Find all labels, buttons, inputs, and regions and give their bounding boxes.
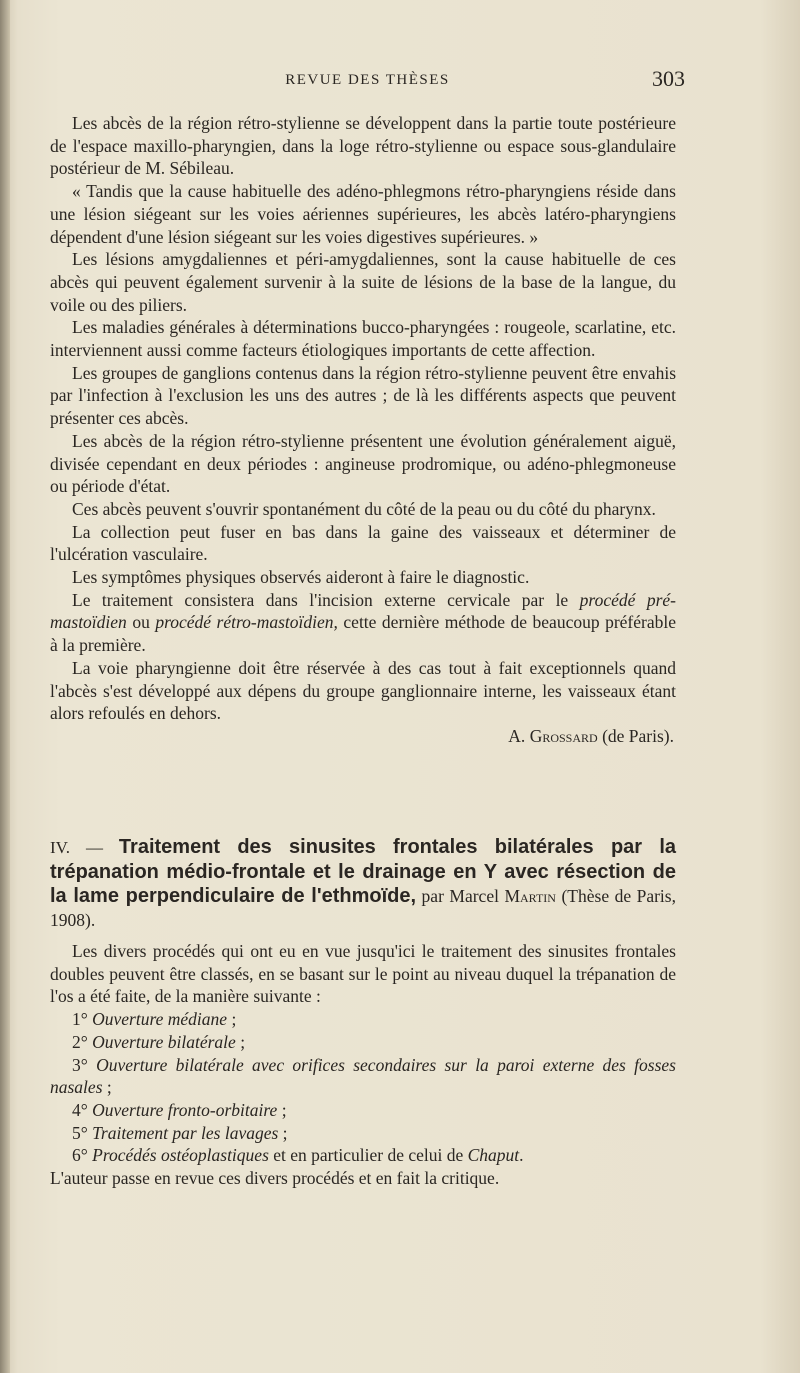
paragraph: Les groupes de ganglions contenus dans la région rétro-stylienne peuvent être envahis par l'infection à l'exclusion les uns des autres ; de là les différents aspects que peuvent présenter ces abcès. xyxy=(50,362,676,429)
paragraph: « Tandis que la cause habituelle des adéno-phlegmons rétro-pharyngiens réside dans une lésion siégeant sur les voies aériennes supérieures, les abcès latéro-pharyngiens dépendent d'une lésion siégeant sur les voies digestives supérieures. » xyxy=(50,181,676,247)
section-heading xyxy=(50,835,676,932)
book-spine-shadow xyxy=(0,0,10,1373)
section-title: Traitement des sinusites frontales bilatérales par la trépanation médio-frontale et le drainage en Y avec résection de la lame perpendiculaire de l'ethmoïde, xyxy=(50,836,677,907)
treatment-text-before: Le traitement consistera dans l'incision externe cervicale par le xyxy=(72,589,580,610)
list-item-text: Traitement par les lavages xyxy=(92,1122,279,1143)
list-item-tail: ; xyxy=(102,1077,112,1098)
paragraph: Les maladies générales à déterminations bucco-pharyngées : rougeole, scarlatine, etc. interviennent aussi comme facteurs étiologiques importants de cette affection. xyxy=(50,317,676,361)
paragraph: Ces abcès peuvent s'ouvrir spontanément du côté de la peau ou du côté du pharynx. xyxy=(72,498,656,519)
list-item xyxy=(50,1122,676,1145)
method-retro-mastoid: procédé rétro-mastoïdien, xyxy=(155,612,338,633)
paragraph: Les lésions amygdaliennes et péri-amygdaliennes, sont la cause habituelle de ces abcès qui peuvent également survenir à la suite de lésions de la base de la langue, du voile ou des piliers. xyxy=(50,249,676,315)
section-author-name: Martin xyxy=(504,886,556,906)
list-item xyxy=(50,1031,676,1054)
section-number: IV. — xyxy=(50,838,119,857)
list-item-name: Chaput xyxy=(467,1145,520,1166)
list-item-text: Ouverture bilatérale xyxy=(92,1031,236,1052)
list-item-tail: ; xyxy=(227,1009,237,1030)
signature-initial: A. xyxy=(508,725,530,746)
list-item-number: 1° xyxy=(72,1009,88,1030)
paragraph: La collection peut fuser en bas dans la gaine des vaisseaux et déterminer de l'ulcération vasculaire. xyxy=(50,521,676,565)
list-item xyxy=(50,1099,676,1122)
list-item xyxy=(50,1054,676,1099)
signature-name: Grossard xyxy=(529,725,598,746)
list-item-number: 6° xyxy=(72,1145,88,1166)
paragraph: Les symptômes physiques observés aideront à faire le diagnostic. xyxy=(72,567,530,588)
list-item xyxy=(50,1008,676,1031)
running-title: REVUE DES THÈSES xyxy=(285,72,450,88)
list-item-tail: ; xyxy=(277,1099,287,1120)
section-closing: L'auteur passe en revue ces divers procédés et en fait la critique. xyxy=(50,1168,500,1189)
list-item-text: Ouverture bilatérale avec orifices secondaires sur la paroi externe des fosses nasales xyxy=(50,1054,676,1098)
section-iv xyxy=(50,835,676,1190)
list-item-number: 5° xyxy=(72,1122,88,1143)
section-author-suffix: (Thèse de Paris, 1908). xyxy=(50,886,676,930)
paragraph: Les abcès de la région rétro-stylienne se développent dans la partie toute postérieure de l'espace maxillo-pharyngien, dans la loge rétro-stylienne ou espace sous-glandulaire postérieur de M. Sébileau. xyxy=(50,113,676,179)
list-item-tail: ; xyxy=(235,1031,246,1052)
method-pre-mastoid: procédé pré-mastoïdien xyxy=(50,589,677,633)
list-item-text: Procédés ostéoplastiques xyxy=(92,1145,269,1166)
paragraph: Les abcès de la région rétro-stylienne présentent une évolution généralement aiguë, divisée cependant en deux périodes : angineuse prodromique, ou adéno-phlegmoneuse ou période d'état. xyxy=(50,430,676,497)
list-item-number: 2° xyxy=(72,1031,88,1052)
author-signature xyxy=(50,725,676,748)
list-item xyxy=(50,1144,676,1167)
page-header xyxy=(50,66,685,96)
treatment-text-middle: ou xyxy=(126,612,156,633)
list-item-number: 4° xyxy=(72,1099,88,1120)
procedure-list xyxy=(50,1008,676,1167)
treatment-paragraph xyxy=(50,589,676,657)
list-item-tail: . xyxy=(519,1145,524,1166)
list-item-text: Ouverture fronto-orbitaire xyxy=(92,1099,278,1120)
signature-place: (de Paris). xyxy=(597,725,674,746)
paragraph: La voie pharyngienne doit être réservée à des cas tout à fait exceptionnels quand l'abcès s'est développé aux dépens du groupe ganglionnaire interne, les vaisseaux étant alors refoulés en dehors. xyxy=(50,657,676,724)
list-item-text: Ouverture médiane xyxy=(92,1009,228,1030)
list-item-number: 3° xyxy=(72,1054,88,1075)
list-item-tail: ; xyxy=(278,1122,288,1143)
section-intro: Les divers procédés qui ont eu en vue jusqu'ici le traitement des sinusites frontales doubles peuvent être classés, en se basant sur le point au niveau duquel la trépanation de l'os a été faite, de la manière suivante : xyxy=(50,941,676,1007)
list-item-middle: et en particulier de celui de xyxy=(268,1145,468,1166)
page-number: 303 xyxy=(652,66,685,91)
section-author-prefix: par Marcel xyxy=(416,886,505,906)
article-body xyxy=(50,112,676,748)
treatment-text-after: cette dernière méthode de beaucoup préférable à la première. xyxy=(50,612,677,656)
